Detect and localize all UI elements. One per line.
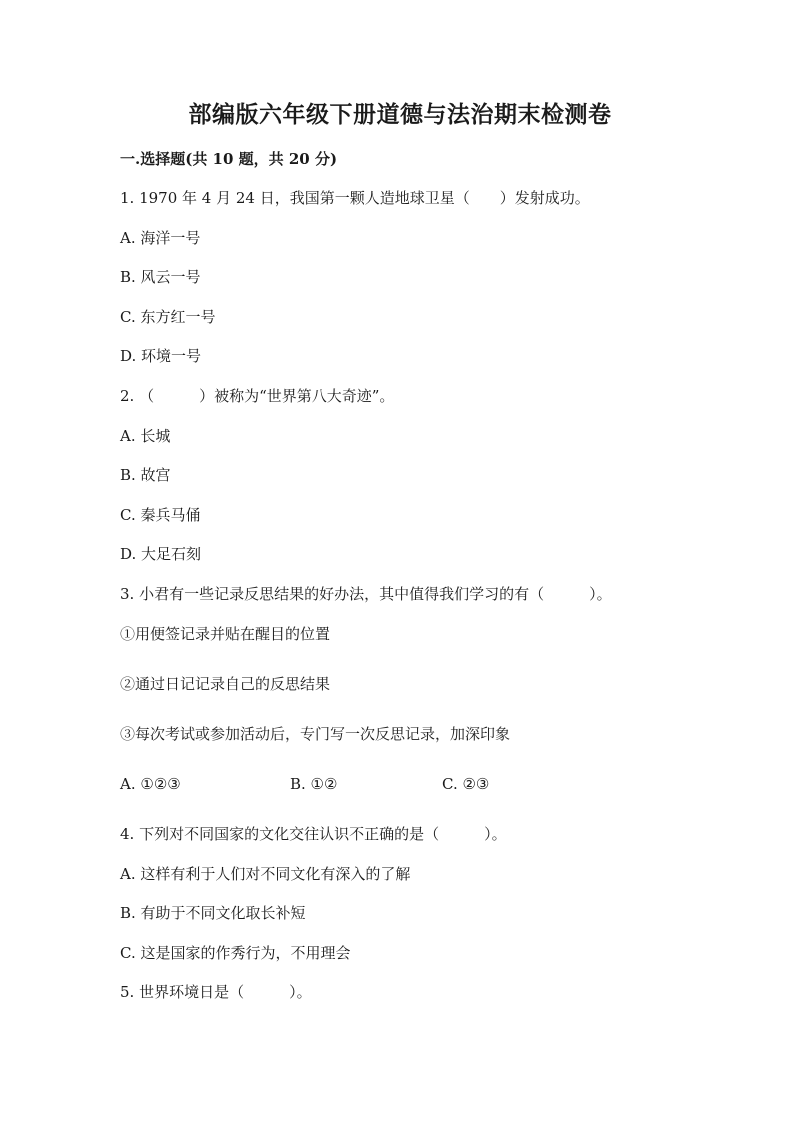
question-4-option-c: C. 这是国家的作秀行为，不用理会 (120, 944, 351, 962)
question-3-statement-2: ②通过日记记录自己的反思结果 (120, 675, 331, 693)
question-1-option-c: C. 东方红一号 (120, 308, 216, 326)
question-4-stem: 4. 下列对不同国家的文化交往认识不正确的是（ ）。 (120, 825, 507, 843)
question-1-option-b: B. 风云一号 (120, 268, 201, 286)
question-1-option-a: A. 海洋一号 (120, 229, 201, 247)
question-4-option-a: A. 这样有利于人们对不同文化有深入的了解 (120, 865, 411, 883)
question-3-statement-3: ③每次考试或参加活动后，专门写一次反思记录，加深印象 (120, 725, 511, 743)
question-2-option-b: B. 故宫 (120, 466, 171, 484)
question-3-option-b: B. ①② (290, 775, 338, 793)
question-2-stem: 2. （ ）被称为“世界第八大奇迹”。 (120, 387, 395, 405)
question-1-stem: 1. 1970 年 4 月 24 日，我国第一颗人造地球卫星（ ）发射成功。 (120, 189, 590, 207)
exam-title: 部编版六年级下册道德与法治期末检测卷 (188, 101, 612, 128)
question-4-option-b: B. 有助于不同文化取长补短 (120, 904, 306, 922)
question-5-stem: 5. 世界环境日是（ ）。 (120, 983, 312, 1001)
question-2-option-a: A. 长城 (120, 427, 171, 445)
question-2-option-d: D. 大足石刻 (120, 545, 202, 563)
question-3-statement-1: ①用便签记录并贴在醒目的位置 (120, 625, 331, 643)
question-1-option-d: D. 环境一号 (120, 347, 202, 365)
section-heading: 一.选择题(共 10 题，共 20 分) (120, 150, 338, 168)
question-3-stem: 3. 小君有一些记录反思结果的好办法，其中值得我们学习的有（ ）。 (120, 585, 612, 603)
question-3-option-a: A. ①②③ (120, 775, 181, 793)
question-3-option-c: C. ②③ (442, 775, 490, 793)
question-2-option-c: C. 秦兵马俑 (120, 506, 201, 524)
